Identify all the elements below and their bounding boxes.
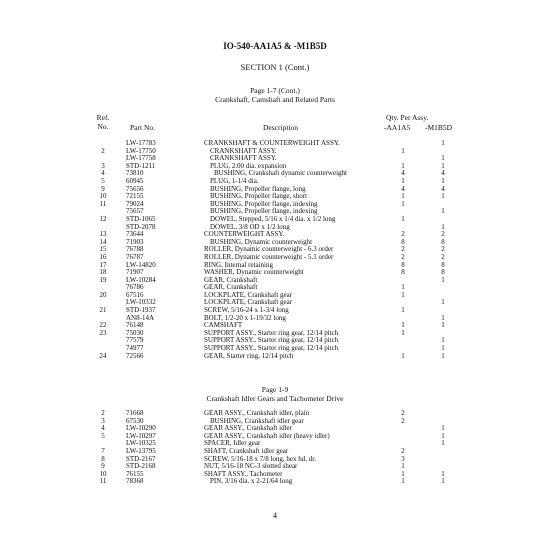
- table-row: [0, 353, 550, 361]
- part-description: LOCKPLATE, Crankshaft gear: [204, 298, 293, 307]
- part-description: BUSHING, Propeller flange, long: [210, 184, 306, 193]
- part-description: BOLT, 1/2-20 x 1-19/32 long: [204, 313, 286, 322]
- ref-number: 23: [99, 328, 107, 337]
- part-description: SCREW, 5/16-18 x 7/8 long, hex hd. dr.: [204, 454, 316, 463]
- qty-m1b5d: 8: [441, 237, 445, 246]
- qty-aa1a5: 8: [401, 268, 405, 277]
- table-row: [0, 269, 550, 277]
- qty-m1b5d: 1: [441, 161, 445, 170]
- qty-m1b5d: 8: [441, 268, 445, 277]
- ref-number: 21: [99, 306, 107, 315]
- part-description: BUSHING, Crankshaft dynamic counterweight: [214, 169, 347, 178]
- qty-aa1a5: 1: [401, 351, 405, 360]
- part-description: CRANKSHAFT ASSY.: [210, 146, 277, 155]
- part-number: STD-2078: [126, 222, 156, 231]
- part-number: 77579: [126, 336, 144, 345]
- part-description: BUSHING, Propeller flange, indexing: [210, 199, 318, 208]
- qty-m1b5d: 8: [441, 260, 445, 269]
- table-row: [0, 254, 550, 262]
- ref-number: 4: [101, 169, 105, 178]
- page-number: 4: [273, 511, 277, 520]
- part-number: LW-17758: [126, 154, 156, 163]
- part-description: COUNTERWEIGHT ASSY.: [204, 230, 285, 239]
- section-title: SECTION 1 (Cont.): [240, 62, 310, 72]
- qty-aa1a5: 3: [401, 454, 405, 463]
- qty-m1b5d: 1: [441, 154, 445, 163]
- ref-number: 3: [101, 161, 105, 170]
- qty-m1b5d: 1: [441, 192, 445, 201]
- ref-number: 4: [101, 424, 105, 433]
- parts-table-2: [0, 410, 550, 486]
- qty-aa1a5: 1: [401, 290, 405, 299]
- column-header-m1b5d: -M1B5D: [425, 123, 453, 132]
- part-number: 74977: [126, 344, 144, 353]
- ref-number: 3: [101, 416, 105, 425]
- qty-m1b5d: 1: [441, 275, 445, 284]
- part-number: STD-1937: [126, 306, 156, 315]
- part-description: SUPPORT ASSY., Starter ring gear, 12/14 pitch: [204, 336, 339, 345]
- part-number: STD-1211: [126, 161, 156, 170]
- part-number: 76787: [126, 252, 144, 261]
- part-number: LW-14820: [126, 260, 156, 269]
- ref-label: Ref.: [96, 113, 110, 122]
- qty-m1b5d: 1: [441, 298, 445, 307]
- part-description: ROLLER, Dynamic counterweight - 6.3 order: [204, 245, 334, 254]
- ref-number: 5: [101, 431, 105, 440]
- part-description: ROLLER, Dynamic counterweight - 5.1 order: [204, 252, 334, 261]
- ref-number: 18: [99, 268, 107, 277]
- part-description: BUSHING, Crankshaft idler gear: [210, 416, 304, 425]
- qty-m1b5d: 1: [441, 336, 445, 345]
- part-description: SHAFT, Crankshaft idler gear: [204, 446, 289, 455]
- qty-m1b5d: 1: [441, 313, 445, 322]
- qty-aa1a5: 2: [401, 245, 405, 254]
- table-row: [0, 478, 550, 486]
- qty-m1b5d: 1: [441, 176, 445, 185]
- ref-number: 16: [99, 252, 107, 261]
- ref-number: 12: [99, 214, 107, 223]
- part-number: 75656: [126, 184, 144, 193]
- part-number: 75030: [126, 328, 144, 337]
- ref-number: 14: [99, 237, 107, 246]
- part-description: GEAR ASSY., Crankshaft idler, plain: [204, 409, 310, 417]
- ref-number: 11: [99, 199, 107, 208]
- part-description: PLUG, 1-1/4 dia.: [210, 176, 259, 185]
- ref-number: 10: [99, 469, 107, 478]
- part-description: GEAR ASSY., Crankshaft idler: [204, 424, 292, 433]
- column-header-aa1a5: -AA1A5: [384, 123, 411, 132]
- part-number: 79024: [126, 199, 144, 208]
- ref-number: 2: [101, 409, 105, 417]
- column-header-part: Part No.: [130, 123, 155, 132]
- column-header-description: Description: [263, 123, 298, 132]
- qty-aa1a5: 1: [401, 469, 405, 478]
- part-number: 71668: [126, 409, 144, 417]
- part-description: NUT, 5/16-18 NC-3 slotted shear: [204, 462, 298, 471]
- qty-aa1a5: 8: [401, 237, 405, 246]
- part-description: CRANKSHAFT ASSY.: [210, 154, 277, 163]
- qty-m1b5d: 1: [441, 477, 445, 486]
- part-description: GEAR, Starter ring, 12/14 pitch: [204, 351, 294, 360]
- part-number: 76788: [126, 245, 144, 254]
- part-number: LW-10290: [126, 424, 156, 433]
- part-description: DOWEL, Stepped, 5/16 x 1/4 dia. x 1/2 long: [210, 214, 336, 223]
- table-row: [0, 433, 550, 441]
- qty-m1b5d: 1: [441, 222, 445, 231]
- qty-m1b5d: 1: [441, 424, 445, 433]
- ref-number: 9: [101, 462, 105, 471]
- ref-number: 2: [101, 146, 105, 155]
- qty-aa1a5: 1: [401, 214, 405, 223]
- part-number: LW-10284: [126, 275, 156, 284]
- part-number: LW-13795: [126, 446, 156, 455]
- qty-m1b5d: 1: [441, 344, 445, 353]
- qty-aa1a5: 1: [401, 306, 405, 315]
- part-description: DOWEL, 3/8 OD x 1/2 long: [210, 222, 290, 231]
- qty-aa1a5: 1: [401, 199, 405, 208]
- qty-m1b5d: 1: [441, 351, 445, 360]
- part-number: 73810: [126, 169, 144, 178]
- ref-number: 24: [99, 351, 107, 360]
- part-description: SCREW, 5/16-24 x 1-3/4 long: [204, 306, 289, 315]
- table-caption-1: Crankshaft, Camshaft and Related Parts: [215, 95, 335, 104]
- part-number: 72566: [126, 351, 144, 360]
- part-number: LW-17783: [126, 139, 156, 147]
- ref-number: 8: [101, 454, 105, 463]
- ref-number: 19: [99, 275, 107, 284]
- part-number: 76148: [126, 321, 144, 330]
- part-number: 71907: [126, 268, 144, 277]
- part-description: RING, Internal retaining: [204, 260, 274, 269]
- qty-m1b5d: 2: [441, 230, 445, 239]
- qty-m1b5d: 2: [441, 252, 445, 261]
- qty-aa1a5: 2: [401, 416, 405, 425]
- part-number: STD-2168: [126, 462, 156, 471]
- part-number: LW-10325: [126, 439, 156, 448]
- part-description: GEAR ASSY., Crankshaft idler (heavy idler): [204, 431, 330, 440]
- table-caption-2: Crankshaft Idler Gears and Tachometer Drive: [206, 394, 344, 403]
- no-label: No.: [97, 122, 109, 131]
- part-number: 75657: [126, 207, 144, 216]
- qty-aa1a5: 2: [401, 252, 405, 261]
- ref-number: 11: [99, 477, 107, 486]
- qty-m1b5d: 1: [441, 207, 445, 216]
- part-description: SUPPORT ASSY., Starter ring gear, 12/14 pitch: [204, 344, 339, 353]
- part-number: 76786: [126, 283, 144, 292]
- qty-m1b5d: 1: [441, 469, 445, 478]
- part-number: 78368: [126, 477, 144, 486]
- qty-aa1a5: 1: [401, 462, 405, 471]
- part-number: 67516: [126, 290, 144, 299]
- qty-aa1a5: 4: [401, 169, 405, 178]
- table-row: [0, 170, 550, 178]
- part-description: CAMSHAFT: [204, 321, 243, 330]
- ref-number: 9: [101, 184, 105, 193]
- page-reference-2: Page 1-9: [261, 385, 289, 394]
- qty-m1b5d: 2: [441, 245, 445, 254]
- ref-number: 22: [99, 321, 107, 330]
- qty-aa1a5: 1: [401, 477, 405, 486]
- qty-aa1a5: 1: [401, 328, 405, 337]
- column-header-ref: [92, 113, 114, 131]
- part-description: PLUG, 2.00 dia. expansion: [210, 161, 287, 170]
- qty-aa1a5: 8: [401, 260, 405, 269]
- part-description: SHAFT ASSY., Tachometer: [204, 469, 283, 478]
- part-number: STD-2167: [126, 454, 156, 463]
- ref-number: 20: [99, 290, 107, 299]
- ref-number: 17: [99, 260, 107, 269]
- part-number: 67530: [126, 416, 144, 425]
- part-description: BUSHING, Dynamic counterweight: [210, 237, 313, 246]
- qty-aa1a5: 1: [401, 321, 405, 330]
- part-description: SPACER, Idler gear: [204, 439, 261, 448]
- part-number: STD-1065: [126, 214, 156, 223]
- qty-m1b5d: 1: [441, 139, 445, 147]
- qty-m1b5d: 1: [441, 431, 445, 440]
- qty-aa1a5: 1: [401, 192, 405, 201]
- qty-aa1a5: 1: [401, 283, 405, 292]
- page-reference-1: Page 1-7 (Cont.): [250, 86, 300, 95]
- part-description: BUSHING, Propeller flange, short: [210, 192, 308, 201]
- ref-number: 10: [99, 192, 107, 201]
- parts-table-1: [0, 140, 550, 360]
- qty-aa1a5: 4: [401, 184, 405, 193]
- part-number: LW-10297: [126, 431, 156, 440]
- qty-aa1a5: 1: [401, 161, 405, 170]
- part-description: BUSHING, Propeller flange, indexing: [210, 207, 318, 216]
- qty-m1b5d: 1: [441, 439, 445, 448]
- part-number: 60945: [126, 176, 144, 185]
- part-description: SUPPORT ASSY., Starter ring gear, 12/14 pitch: [204, 328, 339, 337]
- part-number: LW-10332: [126, 298, 156, 307]
- qty-m1b5d: 1: [441, 321, 445, 330]
- part-description: CRANKSHAFT & COUNTERWEIGHT ASSY.: [204, 139, 340, 147]
- part-description: GEAR, Crankshaft: [204, 275, 258, 284]
- document-title: IO-540-AA1A5 & -M1B5D: [223, 41, 327, 51]
- qty-aa1a5: 2: [401, 409, 405, 417]
- part-number: 73644: [126, 230, 144, 239]
- ref-number: 13: [99, 230, 107, 239]
- part-number: 71903: [126, 237, 144, 246]
- part-number: 76155: [126, 469, 144, 478]
- table-row: [0, 315, 550, 323]
- column-header-qty: Qty. Per Assy.: [386, 113, 429, 122]
- part-number: 72155: [126, 192, 144, 201]
- table-row: [0, 277, 550, 285]
- qty-aa1a5: 2: [401, 230, 405, 239]
- part-description: LOCKPLATE, Crankshaft gear: [204, 290, 293, 299]
- part-description: WASHER, Dynamic counterweight: [204, 268, 304, 277]
- qty-aa1a5: 2: [401, 446, 405, 455]
- ref-number: 15: [99, 245, 107, 254]
- part-description: GEAR, Crankshaft: [204, 283, 258, 292]
- ref-number: 7: [101, 446, 105, 455]
- qty-m1b5d: 4: [441, 169, 445, 178]
- qty-aa1a5: 1: [401, 176, 405, 185]
- part-description: PIN, 3/16 dia. x 2-21/64 long: [210, 477, 293, 486]
- ref-number: 5: [101, 176, 105, 185]
- part-number: LW-17750: [126, 146, 156, 155]
- part-number: AN8-14A: [126, 313, 154, 322]
- qty-m1b5d: 4: [441, 184, 445, 193]
- qty-aa1a5: 1: [401, 146, 405, 155]
